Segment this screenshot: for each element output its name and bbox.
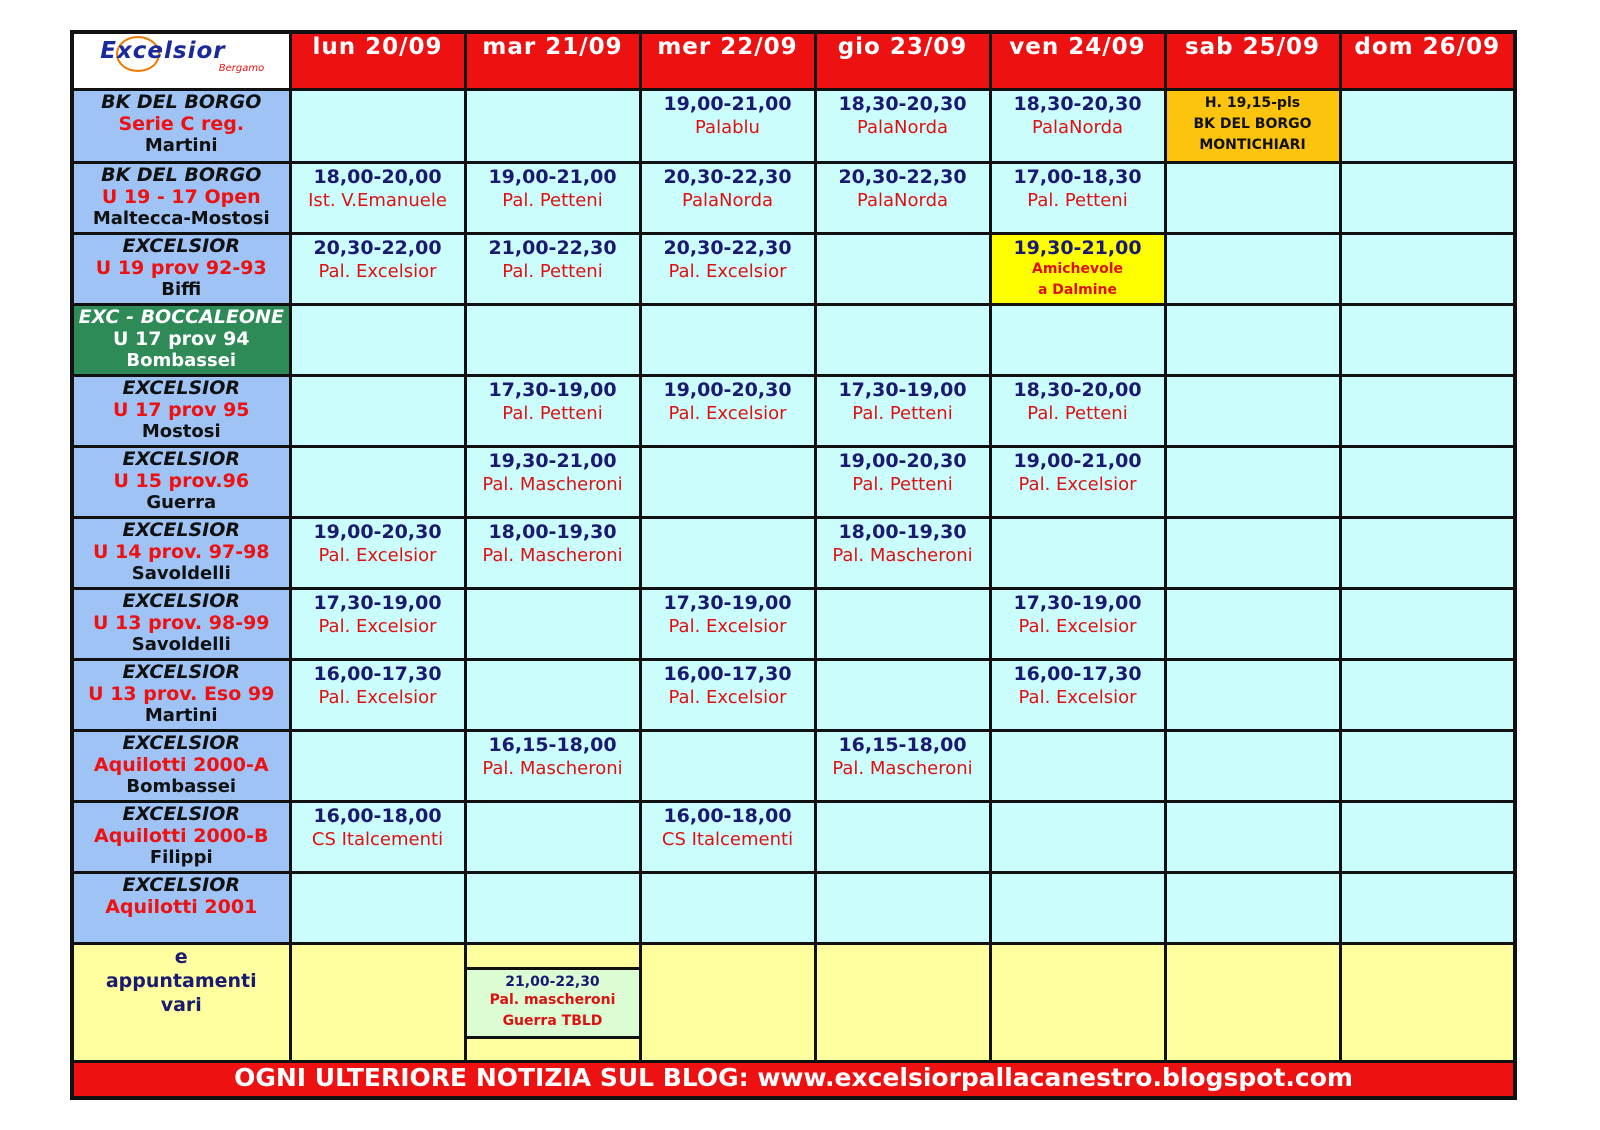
session-time: 17,30-19,00 — [838, 379, 967, 401]
schedule-cell — [290, 305, 465, 376]
schedule-cell — [640, 518, 815, 589]
team-coach: Bombassei — [126, 776, 237, 797]
team-club: EXCELSIOR — [122, 235, 241, 257]
schedule-cell — [990, 802, 1165, 873]
schedule-cell — [290, 234, 465, 305]
logo-sub: Bergamo — [218, 63, 265, 74]
appointment-note: Guerra TBLD — [502, 1013, 603, 1029]
session-venue: Pal. Petteni — [502, 190, 603, 211]
team-coach: Mostosi — [141, 421, 221, 442]
session-time: 18,30-20,00 — [1013, 379, 1142, 401]
team-category: U 13 prov. Eso 99 — [88, 683, 275, 705]
session-time: 18,00-19,30 — [488, 521, 617, 543]
session-note: MONTICHIARI — [1199, 137, 1306, 153]
session-venue: Pal. Petteni — [1027, 190, 1128, 211]
session-time: 16,00-18,00 — [313, 805, 442, 827]
team-row — [72, 660, 1515, 731]
session-venue: Pal. Excelsior — [1018, 616, 1137, 637]
session-time: 21,00-22,30 — [488, 237, 617, 259]
team-club: EXCELSIOR — [122, 377, 241, 399]
team-coach: Biffi — [161, 279, 202, 300]
session-venue: Pal. Mascheroni — [482, 758, 623, 779]
schedule-cell — [640, 90, 815, 163]
header-row — [72, 32, 1515, 90]
team-row — [72, 802, 1515, 873]
session-time: 17,30-19,00 — [313, 592, 442, 614]
schedule-cell — [290, 589, 465, 660]
schedule-cell — [465, 305, 640, 376]
team-row — [72, 873, 1515, 944]
session-time: 20,30-22,00 — [313, 237, 442, 259]
schedule-cell — [815, 90, 990, 163]
session-venue: Pal. Petteni — [502, 261, 603, 282]
schedule-cell — [1165, 660, 1340, 731]
team-category: U 13 prov. 98-99 — [92, 612, 270, 634]
schedule-cell — [990, 731, 1165, 802]
session-venue: Palablu — [695, 117, 760, 138]
misc-cell — [1340, 944, 1515, 1062]
schedule-cell — [290, 376, 465, 447]
schedule-cell — [815, 518, 990, 589]
session-time: 17,00-18,30 — [1013, 166, 1142, 188]
schedule-cell — [815, 163, 990, 234]
schedule-cell — [1340, 518, 1515, 589]
schedule-cell — [1340, 873, 1515, 944]
schedule-cell — [1340, 731, 1515, 802]
session-time: 18,30-20,30 — [838, 93, 967, 115]
team-coach: Maltecca-Mostosi — [92, 208, 270, 229]
session-venue: Pal. Petteni — [1027, 403, 1128, 424]
day-header: dom 26/09 — [1340, 32, 1515, 90]
session-time: 16,00-18,00 — [663, 805, 792, 827]
schedule-cell — [1165, 90, 1340, 163]
session-time: 17,30-19,00 — [1013, 592, 1142, 614]
schedule-cell — [640, 234, 815, 305]
schedule-cell — [640, 589, 815, 660]
session-time: 17,30-19,00 — [488, 379, 617, 401]
schedule-cell — [990, 589, 1165, 660]
misc-cell — [465, 944, 640, 1062]
day-header: sab 25/09 — [1165, 32, 1340, 90]
misc-label-line: e — [174, 946, 188, 968]
team-cell — [72, 873, 290, 944]
schedule-cell — [1165, 234, 1340, 305]
session-venue: Pal. Petteni — [502, 403, 603, 424]
team-row — [72, 234, 1515, 305]
team-club: BK DEL BORGO — [101, 91, 262, 113]
schedule-cell — [640, 376, 815, 447]
session-venue: Pal. Excelsior — [318, 545, 437, 566]
schedule-cell — [815, 234, 990, 305]
schedule-cell — [990, 873, 1165, 944]
team-row — [72, 163, 1515, 234]
schedule-cell — [1165, 873, 1340, 944]
session-time: 20,30-22,30 — [663, 166, 792, 188]
schedule-cell — [1165, 802, 1340, 873]
session-venue: PalaNorda — [681, 190, 774, 211]
team-row — [72, 376, 1515, 447]
session-venue: Pal. Petteni — [852, 474, 953, 495]
schedule-cell — [465, 447, 640, 518]
team-category: U 14 prov. 97-98 — [92, 541, 270, 563]
session-venue: Pal. Mascheroni — [832, 545, 973, 566]
session-time: 19,00-21,00 — [488, 166, 617, 188]
session-venue: PalaNorda — [856, 117, 949, 138]
schedule-cell — [640, 660, 815, 731]
schedule-cell — [815, 589, 990, 660]
session-venue: Pal. Excelsior — [668, 687, 787, 708]
session-venue: Pal. Excelsior — [318, 687, 437, 708]
misc-label-line: appuntamenti — [105, 970, 257, 992]
schedule-cell — [290, 447, 465, 518]
schedule-cell — [1165, 163, 1340, 234]
day-header: mer 22/09 — [640, 32, 815, 90]
schedule-cell — [1165, 376, 1340, 447]
session-time: 16,00-17,30 — [1013, 663, 1142, 685]
session-time: 18,30-20,30 — [1013, 93, 1142, 115]
team-coach: Martini — [144, 705, 218, 726]
session-time: 19,00-21,00 — [1013, 450, 1142, 472]
schedule-cell — [990, 234, 1165, 305]
team-club: EXCELSIOR — [122, 874, 241, 896]
schedule-cell — [1340, 90, 1515, 163]
schedule-cell — [1340, 234, 1515, 305]
team-category: Aquilotti 2000-A — [93, 754, 269, 776]
team-cell — [72, 163, 290, 234]
schedule-cell — [815, 305, 990, 376]
schedule-table — [70, 30, 1517, 1100]
team-cell — [72, 731, 290, 802]
session-time: 16,15-18,00 — [488, 734, 617, 756]
team-club: EXCELSIOR — [122, 448, 241, 470]
session-time: 19,00-21,00 — [663, 93, 792, 115]
team-club: EXCELSIOR — [122, 803, 241, 825]
team-coach: Savoldelli — [131, 634, 231, 655]
schedule-cell — [290, 802, 465, 873]
session-time: 17,30-19,00 — [663, 592, 792, 614]
session-venue: Pal. Mascheroni — [832, 758, 973, 779]
session-time: 16,00-17,30 — [663, 663, 792, 685]
schedule-cell — [815, 731, 990, 802]
session-venue: Ist. V.Emanuele — [308, 190, 447, 211]
team-cell — [72, 589, 290, 660]
team-club: BK DEL BORGO — [101, 164, 262, 186]
session-venue: PalaNorda — [856, 190, 949, 211]
schedule-cell — [640, 305, 815, 376]
logo-word: Excelsior — [100, 38, 226, 64]
schedule-cell — [815, 802, 990, 873]
misc-appointment — [467, 967, 639, 1039]
session-time: 19,30-21,00 — [488, 450, 617, 472]
session-venue: CS Italcementi — [661, 829, 794, 850]
session-time: 16,15-18,00 — [838, 734, 967, 756]
schedule-cell — [465, 802, 640, 873]
team-row — [72, 518, 1515, 589]
schedule-cell — [1165, 518, 1340, 589]
session-time: 18,00-20,00 — [313, 166, 442, 188]
session-venue: Pal. Excelsior — [1018, 687, 1137, 708]
schedule-cell — [815, 376, 990, 447]
session-venue: PalaNorda — [1031, 117, 1124, 138]
session-venue: Pal. Petteni — [852, 403, 953, 424]
session-time: 19,00-20,30 — [663, 379, 792, 401]
schedule-cell — [290, 90, 465, 163]
session-time: 19,00-20,30 — [838, 450, 967, 472]
session-venue: Pal. Mascheroni — [482, 474, 623, 495]
schedule-cell — [290, 163, 465, 234]
excelsior-logo — [86, 34, 276, 74]
schedule-cell — [640, 731, 815, 802]
schedule-cell — [1165, 447, 1340, 518]
footer-row — [72, 1062, 1515, 1099]
misc-cell — [290, 944, 465, 1062]
team-row — [72, 731, 1515, 802]
team-club: EXCELSIOR — [122, 661, 241, 683]
session-note: H. 19,15-pls — [1204, 95, 1301, 111]
team-category: U 15 prov.96 — [113, 470, 250, 492]
session-time: 18,00-19,30 — [838, 521, 967, 543]
schedule-cell — [1340, 305, 1515, 376]
team-category: Serie C reg. — [118, 113, 245, 135]
schedule-cell — [990, 518, 1165, 589]
team-coach: Martini — [144, 135, 218, 156]
schedule-cell — [465, 234, 640, 305]
team-cell — [72, 234, 290, 305]
day-header: mar 21/09 — [465, 32, 640, 90]
team-row — [72, 305, 1515, 376]
session-time: 16,00-17,30 — [313, 663, 442, 685]
day-header: ven 24/09 — [990, 32, 1165, 90]
schedule-cell — [1340, 376, 1515, 447]
team-row — [72, 589, 1515, 660]
team-club: EXC - BOCCALEONE — [78, 306, 284, 328]
session-note: a Dalmine — [1037, 282, 1118, 298]
team-coach: Filippi — [149, 847, 213, 868]
schedule-cell — [990, 376, 1165, 447]
team-coach: Guerra — [146, 492, 217, 513]
team-club: EXCELSIOR — [122, 732, 241, 754]
schedule-cell — [1340, 802, 1515, 873]
session-time: 19,00-20,30 — [313, 521, 442, 543]
appointment-note: Pal. mascheroni — [489, 992, 616, 1008]
schedule-cell — [465, 518, 640, 589]
session-time: 20,30-22,30 — [663, 237, 792, 259]
team-cell — [72, 305, 290, 376]
schedule-cell — [640, 873, 815, 944]
schedule-cell — [815, 447, 990, 518]
schedule-cell — [465, 376, 640, 447]
schedule-cell — [640, 163, 815, 234]
session-venue: Pal. Excelsior — [668, 261, 787, 282]
schedule-cell — [990, 660, 1165, 731]
schedule-cell — [465, 660, 640, 731]
session-venue: Pal. Excelsior — [1018, 474, 1137, 495]
schedule-cell — [1165, 305, 1340, 376]
schedule-cell — [815, 873, 990, 944]
session-note: BK DEL BORGO — [1193, 116, 1312, 132]
team-cell — [72, 660, 290, 731]
misc-cell — [990, 944, 1165, 1062]
team-category: Aquilotti 2000-B — [94, 825, 269, 847]
logo-cell — [72, 32, 290, 90]
schedule-cell — [290, 873, 465, 944]
team-category: U 17 prov 95 — [112, 399, 250, 421]
team-coach: Bombassei — [126, 350, 237, 371]
schedule-cell — [815, 660, 990, 731]
schedule-cell — [1165, 589, 1340, 660]
schedule-cell — [465, 163, 640, 234]
team-category: U 19 prov 92-93 — [95, 257, 267, 279]
appointment-time: 21,00-22,30 — [505, 974, 600, 990]
blog-footer: OGNI ULTERIORE NOTIZIA SUL BLOG: www.excelsiorpallacanestro.blogspot.com — [72, 1062, 1515, 1099]
team-cell — [72, 376, 290, 447]
schedule-cell — [290, 518, 465, 589]
session-venue: Pal. Excelsior — [318, 261, 437, 282]
session-venue: Pal. Excelsior — [318, 616, 437, 637]
schedule-cell — [640, 447, 815, 518]
misc-row — [72, 944, 1515, 1062]
schedule-cell — [640, 802, 815, 873]
misc-cell — [640, 944, 815, 1062]
schedule-cell — [465, 589, 640, 660]
schedule-cell — [465, 90, 640, 163]
session-time: 19,30-21,00 — [1013, 237, 1142, 259]
misc-cell — [815, 944, 990, 1062]
schedule-cell — [990, 163, 1165, 234]
session-venue: Pal. Excelsior — [668, 403, 787, 424]
misc-label-line: vari — [160, 994, 202, 1016]
schedule-cell — [1340, 163, 1515, 234]
team-cell — [72, 90, 290, 163]
team-row — [72, 90, 1515, 163]
team-coach: Savoldelli — [131, 563, 231, 584]
session-time: 20,30-22,30 — [838, 166, 967, 188]
schedule-cell — [1340, 447, 1515, 518]
schedule-cell — [290, 660, 465, 731]
schedule-cell — [1340, 660, 1515, 731]
team-row — [72, 447, 1515, 518]
team-cell — [72, 447, 290, 518]
schedule-cell — [1165, 731, 1340, 802]
team-club: EXCELSIOR — [122, 590, 241, 612]
team-cell — [72, 518, 290, 589]
schedule-cell — [990, 90, 1165, 163]
schedule-cell — [990, 305, 1165, 376]
team-category: U 19 - 17 Open — [101, 186, 261, 208]
misc-cell — [1165, 944, 1340, 1062]
team-cell — [72, 802, 290, 873]
schedule-cell — [990, 447, 1165, 518]
misc-label-cell — [72, 944, 290, 1062]
day-header: gio 23/09 — [815, 32, 990, 90]
day-header: lun 20/09 — [290, 32, 465, 90]
schedule-cell — [290, 731, 465, 802]
schedule-cell — [1340, 589, 1515, 660]
schedule-cell — [465, 873, 640, 944]
session-venue: Pal. Mascheroni — [482, 545, 623, 566]
session-note: Amichevole — [1031, 261, 1124, 277]
team-club: EXCELSIOR — [122, 519, 241, 541]
team-category: U 17 prov 94 — [112, 328, 250, 350]
session-venue: CS Italcementi — [311, 829, 444, 850]
team-category: Aquilotti 2001 — [105, 896, 258, 918]
schedule-cell — [465, 731, 640, 802]
session-venue: Pal. Excelsior — [668, 616, 787, 637]
